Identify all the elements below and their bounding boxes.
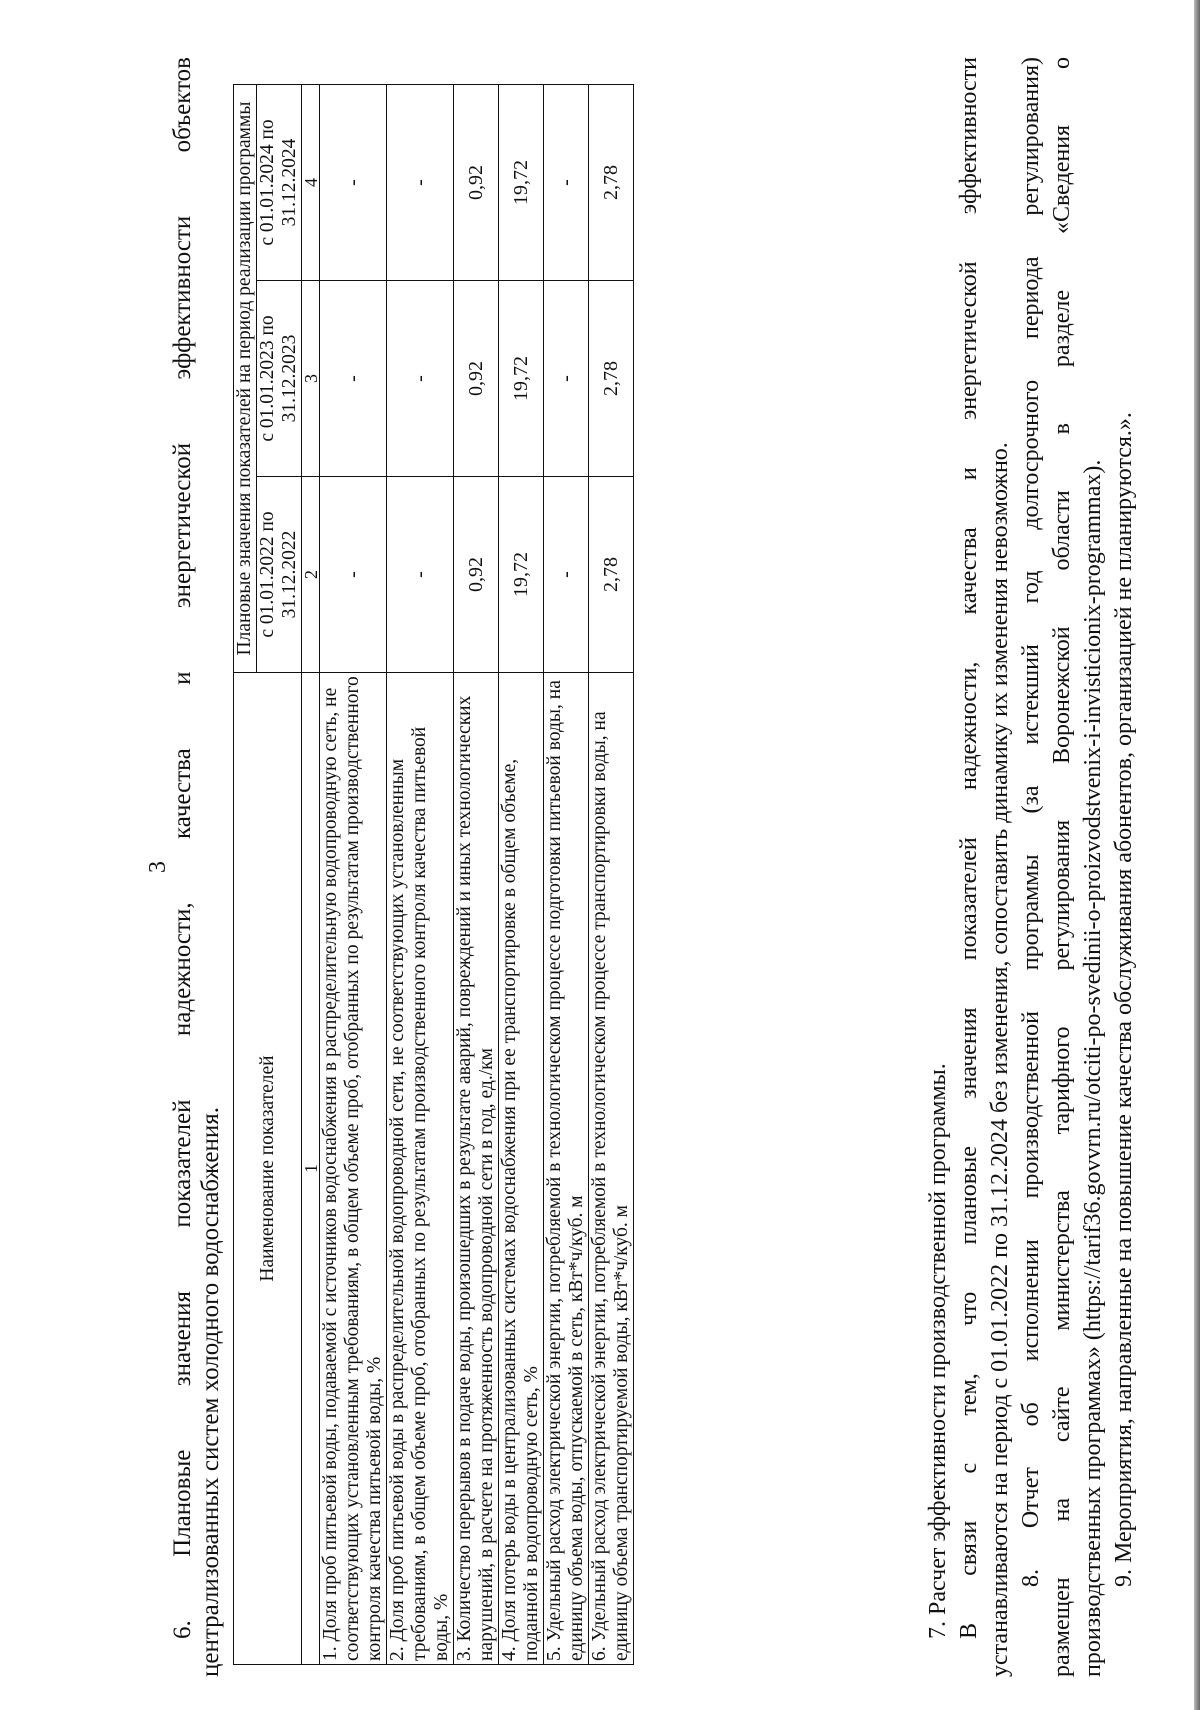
indicators-table: [233, 84, 634, 1665]
value-2023: 0,92: [454, 281, 499, 477]
section-8-line-3: производственных программах» (https://tarif36.govvrn.ru/otciti-po-svedinii-o-proizvodstvenix-i-invisticionix-programmax).: [1080, 459, 1106, 1677]
closing-sections: [923, 57, 1140, 1677]
value-2024: 19,72: [499, 85, 544, 281]
page-number: 3: [145, 861, 171, 873]
section-8-line-2: размещен на сайте министерства тарифного регулирования Воронежской области в разделе «Сведения о: [1049, 57, 1075, 1677]
section-6-title-line-1: 6. Плановые значения показателей надежности, качества и энергетической эффективности объектов: [169, 57, 196, 1639]
column-number: 2: [302, 477, 320, 673]
value-2024: 2,78: [589, 85, 634, 281]
section-7-title: 7. Расчет эффективности производственной программы.: [925, 1063, 951, 1639]
indicator-name: 1. Доля проб питьевой воды, подаваемой с источников водоснабжения в распределительную водопроводную сеть, не соответствующих установленным требованиям, в общем объеме проб, отобранных по результатам производственного контроля качества питьевой воды, %: [320, 673, 387, 1665]
section-8-line-1: 8. Отчет об исполнении производственной программы (за истекший год долгосрочного периода регулирования): [1018, 57, 1044, 1587]
value-2022: 2,78: [589, 477, 634, 673]
section-6-title: [169, 57, 225, 1677]
value-2024: -: [320, 85, 387, 281]
value-2024: -: [387, 85, 454, 281]
table-row: [499, 85, 544, 1665]
value-2022: -: [387, 477, 454, 673]
value-2024: 0,92: [454, 85, 499, 281]
header-name-column: Наименование показателей: [234, 673, 302, 1665]
indicator-name: 5. Удельный расход электрической энергии, потребляемой в технологическом процессе подготовки питьевой воды, на единицу объема воды, отпускаемой в сеть, кВт*ч/куб. м: [544, 673, 589, 1665]
rotated-page: [145, 57, 1155, 1677]
indicator-name: 3. Количество перерывов в подаче воды, произошедших в результате аварий, повреждений и иных технологических нарушений, в расчете на протяженность водопроводной сети в год, ед./км: [454, 673, 499, 1665]
scan-edge-shadow: [1194, 0, 1200, 1710]
table-row: [589, 85, 634, 1665]
table-row: [454, 85, 499, 1665]
header-period-2023: с 01.01.2023 по 31.12.2023: [257, 281, 302, 477]
value-2023: -: [320, 281, 387, 477]
value-2023: 19,72: [499, 281, 544, 477]
value-2022: -: [320, 477, 387, 673]
table-row: [320, 85, 387, 1665]
value-2022: 19,72: [499, 477, 544, 673]
table-row: [387, 85, 454, 1665]
value-2023: -: [544, 281, 589, 477]
column-number: 4: [302, 85, 320, 281]
header-period-2024: с 01.01.2024 по 31.12.2024: [257, 85, 302, 281]
indicator-name: 6. Удельный расход электрической энергии, потребляемой в технологическом процессе транспортировки воды, на единицу объема транспортируемой воды, кВт*ч/куб. м: [589, 673, 634, 1665]
section-7-text-line-1: В связи с тем, что плановые значения показателей надежности, качества и энергетической эффективности: [956, 57, 982, 1639]
section-6-title-line-2: централизованных систем холодного водоснабжения.: [197, 1107, 224, 1677]
section-9-line-1: 9. Мероприятия, направленные на повышение качества обслуживания абонентов, организацией не планируются.».: [1111, 412, 1137, 1587]
column-numbers-row: [302, 85, 320, 1665]
value-2022: 0,92: [454, 477, 499, 673]
column-number: 3: [302, 281, 320, 477]
value-2024: -: [544, 85, 589, 281]
header-period-2022: с 01.01.2022 по 31.12.2022: [257, 477, 302, 673]
section-7-text-line-2: устанавливаются на период с 01.01.2022 по 31.12.2024 без изменения, сопоставить динамику их изменения невозможно.: [987, 442, 1013, 1677]
column-number: 1: [302, 673, 320, 1665]
indicator-name: 2. Доля проб питьевой воды в распределительной водопроводной сети, не соответствующих установленным требованиям, в общем объеме проб, отобранных по результатам производственного контроля качества питьевой воды, %: [387, 673, 454, 1665]
value-2023: -: [387, 281, 454, 477]
value-2023: 2,78: [589, 281, 634, 477]
indicator-name: 4. Доля потерь воды в централизованных системах водоснабжения при ее транспортировке в общем объеме, поданной в водопроводную сеть, %: [499, 673, 544, 1665]
header-group-planned-values: Плановые значения показателей на период реализации программы: [234, 85, 257, 673]
value-2022: -: [544, 477, 589, 673]
table-row: [544, 85, 589, 1665]
